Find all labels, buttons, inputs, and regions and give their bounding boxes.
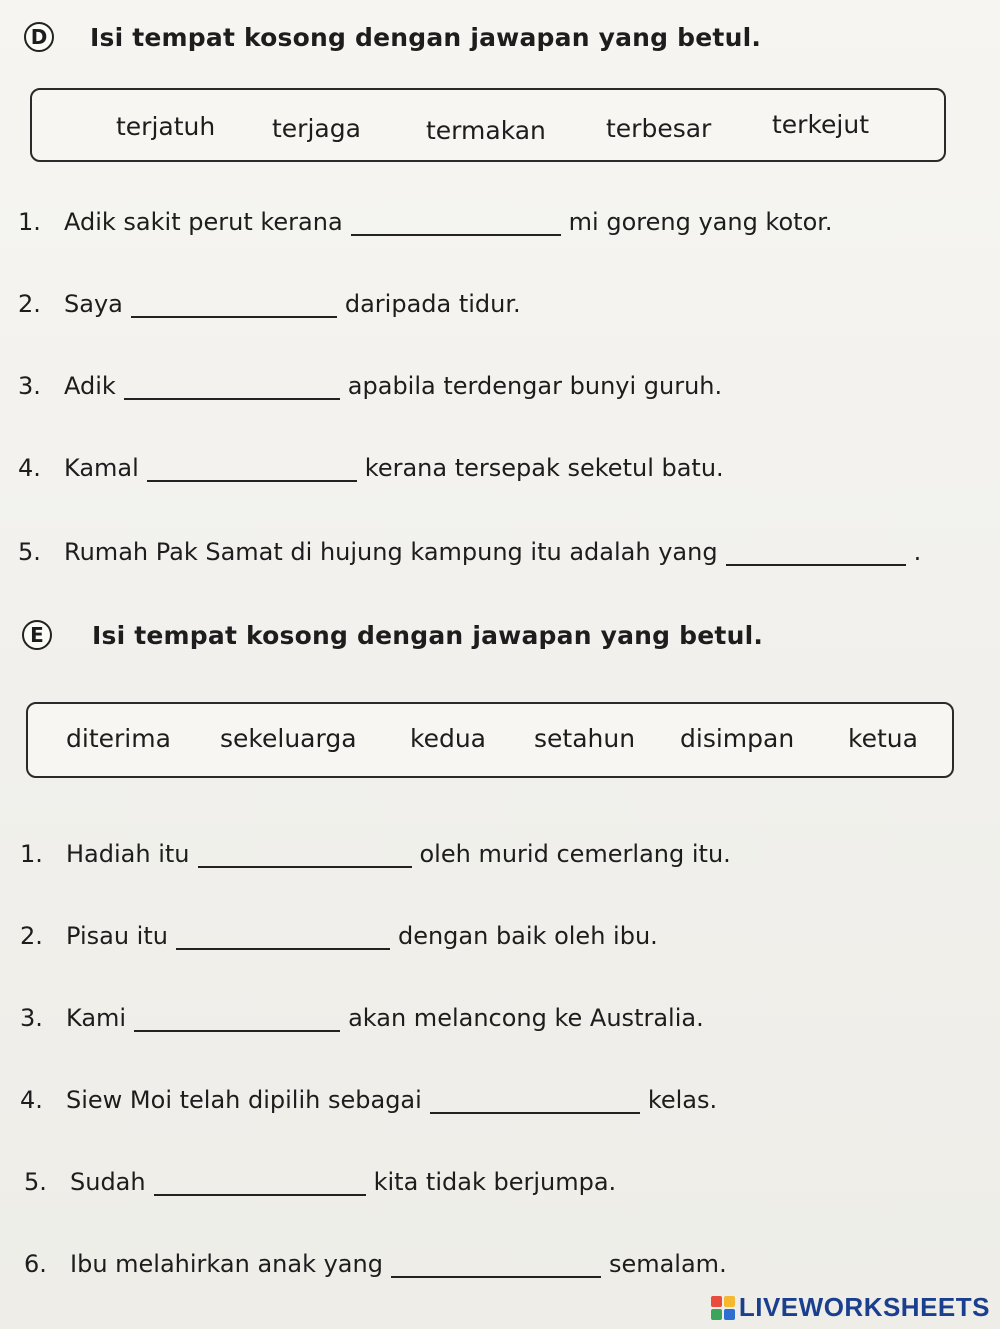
section-e-instruction: Isi tempat kosong dengan jawapan yang betul.: [92, 620, 764, 650]
answer-blank[interactable]: [154, 1174, 366, 1196]
question-number: 3.: [20, 1004, 43, 1032]
brand-name: LIVEWORKSHEETS: [738, 1292, 990, 1322]
word-bank-item: diterima: [66, 724, 171, 753]
question-text-after: kelas.: [647, 1086, 718, 1114]
question-e-4: [20, 1086, 717, 1114]
question-number: 2.: [20, 922, 43, 950]
question-text-before: Siew Moi telah dipilih sebagai: [66, 1086, 422, 1114]
question-number: 6.: [24, 1250, 47, 1278]
question-number: 4.: [18, 454, 41, 482]
question-text-after: oleh murid cemerlang itu.: [419, 840, 731, 868]
word-bank-item: terkejut: [772, 110, 870, 139]
word-bank-item: disimpan: [680, 724, 795, 753]
question-text-after: apabila terdengar bunyi guruh.: [347, 372, 723, 400]
section-e-badge: E: [22, 620, 52, 650]
question-text-after: akan melancong ke Australia.: [348, 1004, 704, 1032]
question-number: 1.: [18, 208, 41, 236]
logo-square: [711, 1296, 722, 1307]
word-bank-item: kedua: [410, 724, 487, 753]
word-bank-item: terbesar: [606, 114, 712, 143]
question-d-5: [18, 538, 921, 566]
logo-square: [724, 1309, 735, 1320]
answer-blank[interactable]: [351, 214, 561, 236]
question-d-4: [18, 454, 724, 482]
question-number: 3.: [18, 372, 41, 400]
question-e-5: [24, 1168, 616, 1196]
word-bank-item: setahun: [534, 724, 636, 753]
answer-blank[interactable]: [391, 1256, 601, 1278]
section-d-instruction: Isi tempat kosong dengan jawapan yang betul.: [90, 22, 762, 52]
answer-blank[interactable]: [430, 1092, 640, 1114]
question-number: 2.: [18, 290, 41, 318]
answer-blank[interactable]: [147, 460, 357, 482]
answer-blank[interactable]: [726, 544, 906, 566]
question-text-before: Adik: [64, 372, 116, 400]
section-e-heading: [22, 620, 763, 650]
question-text-after: kerana tersepak seketul batu.: [364, 454, 724, 482]
question-d-2: [18, 290, 521, 318]
answer-blank[interactable]: [134, 1010, 340, 1032]
question-text-after: daripada tidur.: [344, 290, 521, 318]
word-bank-item: terjatuh: [116, 112, 216, 141]
question-text-after: .: [913, 538, 922, 566]
question-text-before: Ibu melahirkan anak yang: [70, 1250, 383, 1278]
logo-square: [711, 1309, 722, 1320]
section-d-badge: D: [24, 22, 54, 52]
question-number: 5.: [24, 1168, 47, 1196]
question-number: 1.: [20, 840, 43, 868]
logo-square: [724, 1296, 735, 1307]
liveworksheets-brand[interactable]: [711, 1292, 990, 1323]
answer-blank[interactable]: [198, 846, 412, 868]
word-bank-item: ketua: [848, 724, 918, 753]
question-text-before: Adik sakit perut kerana: [64, 208, 343, 236]
question-text-before: Rumah Pak Samat di hujung kampung itu adalah yang: [64, 538, 718, 566]
answer-blank[interactable]: [176, 928, 390, 950]
answer-blank[interactable]: [131, 296, 337, 318]
word-bank-item: sekeluarga: [220, 724, 357, 753]
word-bank-item: termakan: [426, 116, 546, 145]
section-d-heading: [24, 22, 761, 52]
question-text-before: Saya: [64, 290, 123, 318]
answer-blank[interactable]: [124, 378, 340, 400]
question-text-before: Pisau itu: [66, 922, 168, 950]
question-text-after: semalam.: [608, 1250, 727, 1278]
question-e-3: [20, 1004, 704, 1032]
question-d-3: [18, 372, 722, 400]
question-text-after: dengan baik oleh ibu.: [397, 922, 658, 950]
liveworksheets-logo-icon: [711, 1296, 735, 1320]
section-d-word-bank: [30, 88, 946, 162]
question-number: 4.: [20, 1086, 43, 1114]
question-text-before: Sudah: [70, 1168, 146, 1196]
question-d-1: [18, 208, 833, 236]
question-text-before: Hadiah itu: [66, 840, 190, 868]
question-text-after: kita tidak berjumpa.: [373, 1168, 617, 1196]
question-e-6: [24, 1250, 727, 1278]
question-e-1: [20, 840, 731, 868]
question-text-before: Kami: [66, 1004, 127, 1032]
section-e-word-bank: [26, 702, 954, 778]
word-bank-item: terjaga: [272, 114, 361, 143]
question-text-before: Kamal: [64, 454, 139, 482]
question-number: 5.: [18, 538, 41, 566]
question-text-after: mi goreng yang kotor.: [568, 208, 833, 236]
question-e-2: [20, 922, 658, 950]
